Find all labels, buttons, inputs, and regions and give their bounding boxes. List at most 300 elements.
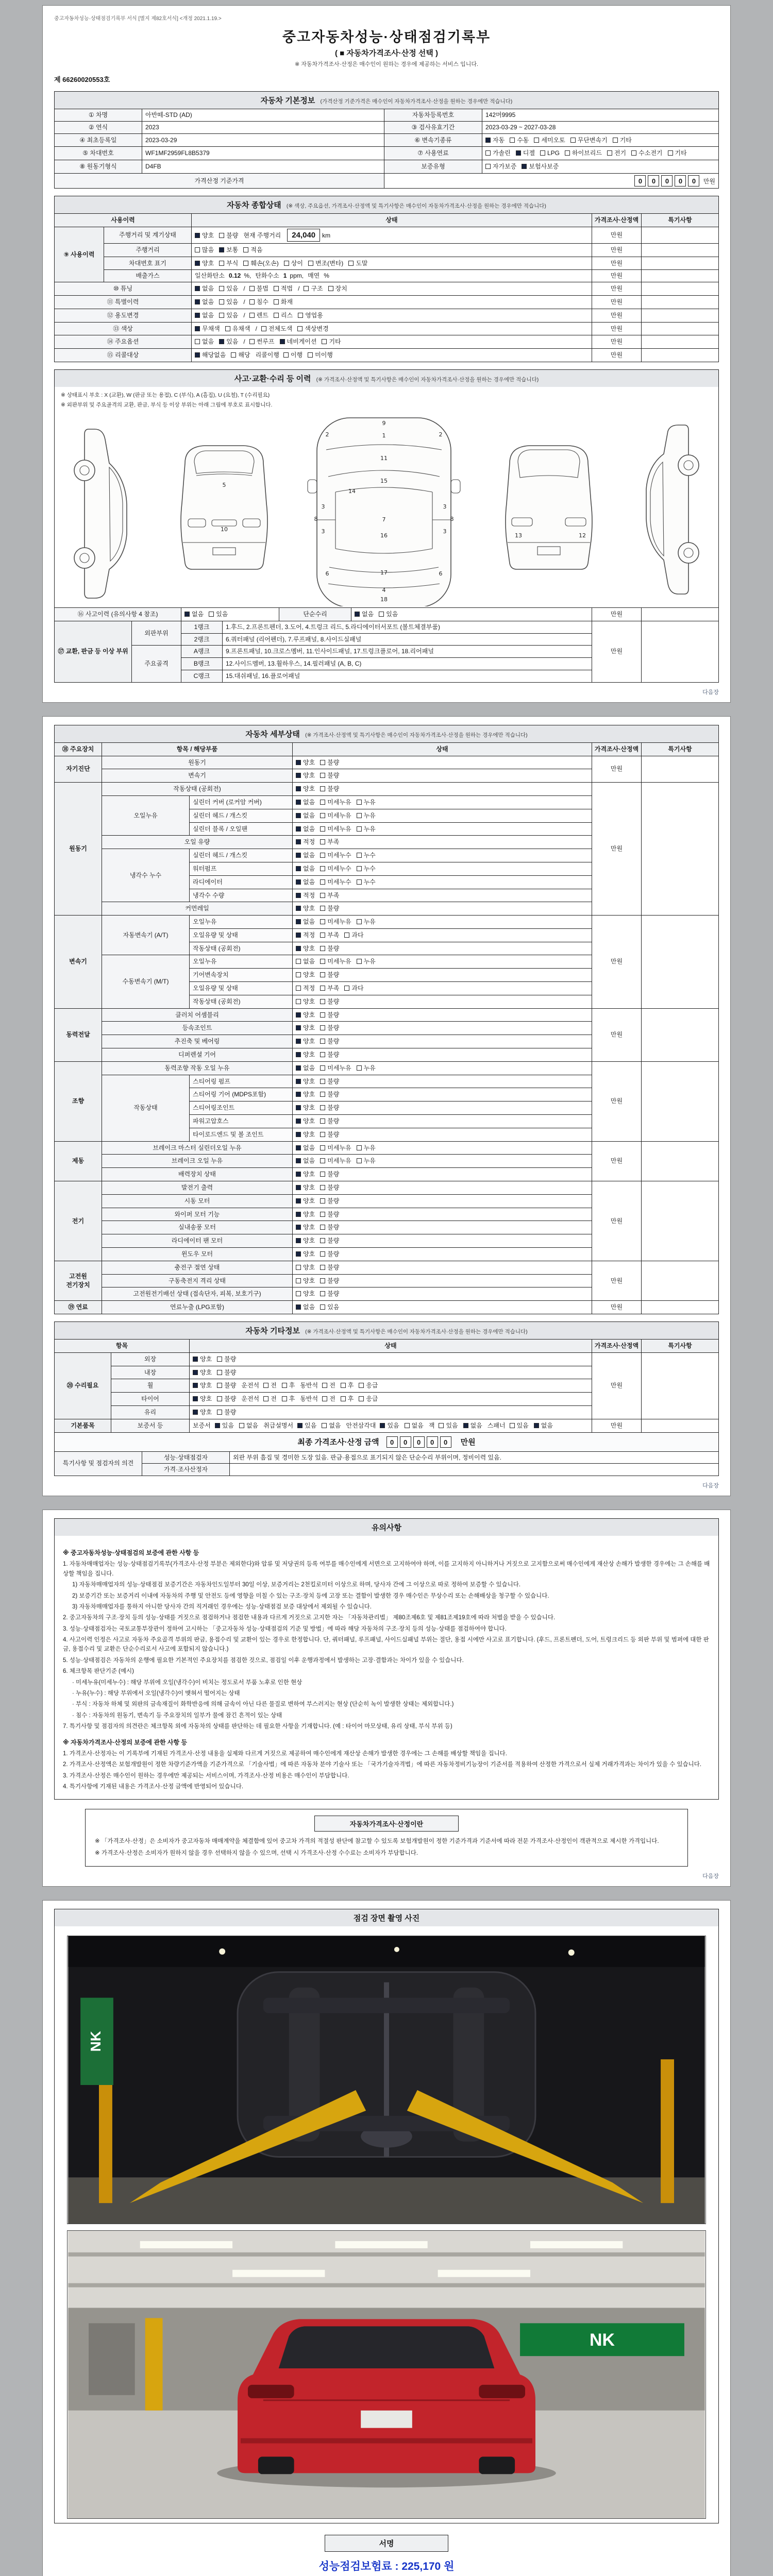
checkbox[interactable] bbox=[219, 261, 224, 266]
checkbox[interactable] bbox=[320, 813, 325, 818]
checkbox[interactable] bbox=[320, 1158, 325, 1163]
checkbox[interactable] bbox=[296, 1172, 301, 1177]
checkbox[interactable] bbox=[297, 326, 303, 331]
inspection-photo-rear bbox=[67, 2230, 706, 2519]
checkbox[interactable] bbox=[284, 261, 289, 266]
diagram-number: 15 bbox=[380, 477, 388, 484]
option-label: 세미오토 bbox=[541, 136, 565, 144]
checkbox[interactable] bbox=[320, 786, 325, 791]
checkbox[interactable] bbox=[485, 164, 491, 169]
option-렌트 bbox=[249, 311, 268, 320]
checkbox[interactable] bbox=[344, 933, 349, 938]
checkbox[interactable] bbox=[320, 1212, 325, 1217]
state-cell bbox=[190, 1405, 592, 1419]
checkbox[interactable] bbox=[296, 1065, 301, 1071]
price-cell: 만원 bbox=[592, 1061, 642, 1141]
checkbox[interactable] bbox=[298, 313, 303, 318]
checkbox[interactable] bbox=[320, 1291, 325, 1296]
checkbox[interactable] bbox=[320, 1185, 325, 1190]
checkbox[interactable] bbox=[296, 866, 301, 871]
option-불량 bbox=[320, 1117, 339, 1126]
checkbox[interactable] bbox=[296, 906, 301, 911]
checkbox[interactable] bbox=[320, 933, 325, 938]
summary-head-price: 가격조사·산정액 bbox=[592, 213, 642, 227]
checkbox[interactable] bbox=[485, 138, 491, 143]
checkbox[interactable] bbox=[296, 1025, 301, 1030]
checkbox[interactable] bbox=[296, 1145, 301, 1150]
checkbox[interactable] bbox=[195, 313, 200, 318]
sub-part-label: 오일유량 및 상태 bbox=[190, 982, 293, 995]
text: 보증서 bbox=[193, 1421, 211, 1429]
option-없음 bbox=[195, 284, 214, 293]
checkbox[interactable] bbox=[320, 773, 325, 778]
checkbox[interactable] bbox=[193, 1357, 198, 1362]
checkbox[interactable] bbox=[249, 299, 255, 304]
checkbox[interactable] bbox=[296, 893, 301, 898]
option-구조 bbox=[304, 284, 323, 293]
checkbox[interactable] bbox=[320, 999, 325, 1004]
value-engine-type: D4FB bbox=[142, 160, 384, 174]
checkbox[interactable] bbox=[249, 286, 255, 291]
checkbox[interactable] bbox=[296, 933, 301, 938]
checkbox[interactable] bbox=[296, 959, 301, 964]
checkbox[interactable] bbox=[219, 339, 224, 344]
table-row bbox=[55, 1419, 719, 1432]
item-label: 연료누출 (LPG포함) bbox=[102, 1301, 293, 1314]
checkbox[interactable] bbox=[540, 150, 545, 156]
option-label: 양호 bbox=[303, 905, 315, 912]
checkbox[interactable] bbox=[320, 1092, 325, 1097]
note-cell bbox=[642, 349, 719, 362]
final-price-label: 최종 가격조사·산정 금액 bbox=[297, 1438, 379, 1447]
option-불량 bbox=[320, 1236, 339, 1245]
item-label: 냉각수 누수 bbox=[102, 849, 190, 902]
checkbox[interactable] bbox=[296, 1039, 301, 1044]
checkbox[interactable] bbox=[357, 813, 362, 818]
checkbox[interactable] bbox=[296, 1118, 301, 1124]
checkbox[interactable] bbox=[357, 853, 362, 858]
checkbox[interactable] bbox=[263, 1383, 268, 1388]
checkbox[interactable] bbox=[357, 1145, 362, 1150]
checkbox[interactable] bbox=[357, 959, 362, 964]
checkbox[interactable] bbox=[296, 760, 301, 765]
notice-paragraph: 3. 가격조사·산정은 매수인이 원하는 경우에만 제공되는 서비스이며, 가격조사·산정 비용은 매수인이 부담합니다. bbox=[63, 1772, 349, 1779]
option-자동 bbox=[485, 136, 505, 145]
device-group-label: 고전원 전기장치 bbox=[55, 1261, 102, 1300]
checkbox[interactable] bbox=[296, 1185, 301, 1190]
checkbox[interactable] bbox=[296, 1212, 301, 1217]
option-적법 bbox=[274, 284, 293, 293]
checkbox[interactable] bbox=[193, 1396, 198, 1401]
checkbox[interactable] bbox=[522, 164, 527, 169]
checkbox[interactable] bbox=[380, 1423, 385, 1428]
checkbox[interactable] bbox=[296, 1291, 301, 1296]
checkbox[interactable] bbox=[320, 959, 325, 964]
checkbox[interactable] bbox=[320, 1265, 325, 1270]
checkbox[interactable] bbox=[320, 760, 325, 765]
checkbox[interactable] bbox=[320, 1079, 325, 1084]
checkbox[interactable] bbox=[308, 352, 313, 358]
checkbox[interactable] bbox=[320, 800, 325, 805]
option-label: 불량 bbox=[327, 1184, 340, 1192]
table-row bbox=[55, 257, 719, 270]
device-group-label: 변속기 bbox=[55, 916, 102, 1009]
checkbox[interactable] bbox=[359, 1383, 364, 1388]
checkbox[interactable] bbox=[565, 150, 570, 156]
option-응급 bbox=[359, 1381, 378, 1390]
checkbox[interactable] bbox=[296, 1238, 301, 1243]
checkbox[interactable] bbox=[320, 986, 325, 991]
base-price-cell bbox=[384, 173, 719, 188]
checkbox[interactable] bbox=[296, 800, 301, 805]
checkbox[interactable] bbox=[296, 773, 301, 778]
status-code-legend-2: ※ 외판부위 및 주요골격의 교환, 판금, 부식 등 이상 부위는 아래 그림에 부호로 표시합니다. bbox=[61, 401, 273, 408]
checkbox[interactable] bbox=[296, 1225, 301, 1230]
checkbox[interactable] bbox=[195, 352, 200, 358]
checkbox[interactable] bbox=[322, 339, 327, 344]
checkbox[interactable] bbox=[249, 339, 255, 344]
checkbox[interactable] bbox=[320, 1238, 325, 1243]
checkbox[interactable] bbox=[296, 879, 301, 885]
checkbox[interactable] bbox=[320, 1132, 325, 1137]
checkbox[interactable] bbox=[304, 286, 309, 291]
diagram-number: 3 bbox=[321, 503, 325, 510]
option-전 bbox=[263, 1395, 277, 1403]
checkbox[interactable] bbox=[607, 150, 612, 156]
row-label: ⑩ 튜닝 bbox=[55, 282, 192, 296]
checkbox[interactable] bbox=[320, 1145, 325, 1150]
checkbox[interactable] bbox=[439, 1423, 444, 1428]
option-label: 불량 bbox=[327, 1077, 340, 1085]
section-misc-title: 자동차 기타정보 bbox=[245, 1327, 300, 1335]
checkbox[interactable] bbox=[217, 1370, 222, 1375]
checkbox[interactable] bbox=[510, 138, 515, 143]
checkbox[interactable] bbox=[209, 612, 214, 617]
checkbox[interactable] bbox=[193, 1370, 198, 1375]
option-label: 색상변경 bbox=[305, 325, 329, 332]
checkbox[interactable] bbox=[219, 286, 224, 291]
checkbox[interactable] bbox=[195, 326, 200, 331]
state-cell bbox=[293, 1088, 592, 1101]
checkbox[interactable] bbox=[320, 919, 325, 924]
option-label: 불량 bbox=[327, 785, 340, 793]
checkbox[interactable] bbox=[320, 1025, 325, 1030]
diagram-number: 12 bbox=[579, 532, 586, 539]
checkbox[interactable] bbox=[357, 826, 362, 832]
price-cell: 만원 bbox=[592, 1261, 642, 1300]
checkbox[interactable] bbox=[320, 826, 325, 832]
option-있음 bbox=[219, 284, 238, 293]
row-label: 주행거리 및 계기상태 bbox=[104, 227, 192, 243]
text: 탄화수소 bbox=[255, 272, 279, 280]
label-accident-history: ⑯ 사고이력 (유의사항 4 참조) bbox=[55, 607, 181, 621]
option-label: 불량 bbox=[327, 1290, 340, 1298]
option-label: 없음 bbox=[411, 1421, 424, 1429]
checkbox[interactable] bbox=[359, 1396, 364, 1401]
checkbox[interactable] bbox=[357, 866, 362, 871]
item-label: 시동 모터 bbox=[102, 1194, 293, 1208]
checkbox[interactable] bbox=[308, 261, 313, 266]
checkbox[interactable] bbox=[219, 247, 224, 252]
checkbox[interactable] bbox=[320, 1065, 325, 1071]
checkbox[interactable] bbox=[219, 233, 224, 238]
checkbox[interactable] bbox=[296, 786, 301, 791]
option-불량 bbox=[320, 1130, 339, 1139]
checkbox[interactable] bbox=[341, 1396, 346, 1401]
checkbox[interactable] bbox=[195, 286, 200, 291]
section-detail-note: (※ 가격조사·산정액 및 특기사항은 매수인이 자동차가격조사·산정을 원하는 경우에만 적습니다) bbox=[305, 732, 528, 738]
checkbox[interactable] bbox=[215, 1423, 220, 1428]
value-inspection-period: 2023-03-29 ~ 2027-03-28 bbox=[482, 121, 719, 133]
option-label: 적음 bbox=[250, 246, 263, 253]
state-cell bbox=[293, 1301, 592, 1314]
checkbox[interactable] bbox=[296, 1304, 301, 1310]
checkbox[interactable] bbox=[320, 946, 325, 951]
checkbox[interactable] bbox=[296, 1198, 301, 1204]
option-label: 장치 bbox=[335, 285, 347, 293]
checkbox[interactable] bbox=[274, 286, 279, 291]
checkbox[interactable] bbox=[320, 1278, 325, 1283]
checkbox[interactable] bbox=[322, 1396, 327, 1401]
option-label: 양호 bbox=[303, 1277, 315, 1284]
checkbox[interactable] bbox=[516, 150, 521, 156]
checkbox[interactable] bbox=[510, 1423, 515, 1428]
checkbox[interactable] bbox=[320, 866, 325, 871]
next-page-link[interactable]: 다음장 bbox=[702, 689, 719, 696]
checkbox[interactable] bbox=[296, 1012, 301, 1018]
checkbox[interactable] bbox=[320, 893, 325, 898]
next-page-link[interactable]: 다음장 bbox=[702, 1873, 719, 1880]
option-label: 보통 bbox=[226, 246, 239, 253]
label-simple-repair: 단순수리 bbox=[279, 607, 351, 621]
checkbox[interactable] bbox=[534, 1423, 539, 1428]
label-year: ② 연식 bbox=[55, 121, 142, 133]
checkbox[interactable] bbox=[322, 1383, 327, 1388]
checkbox[interactable] bbox=[320, 1039, 325, 1044]
option-가솔린 bbox=[485, 149, 511, 158]
checkbox[interactable] bbox=[341, 1383, 346, 1388]
checkbox[interactable] bbox=[217, 1357, 222, 1362]
option-불량 bbox=[320, 1024, 339, 1032]
option-label: 양호 bbox=[303, 1250, 315, 1258]
inspector-opinion-text: 외판 부위 흠집 및 경미한 도장 있음. 판금·용접으로 표기되지 않은 단순수리 부위이며, 정비이력 있음. bbox=[230, 1451, 719, 1464]
checkbox[interactable] bbox=[320, 1052, 325, 1057]
checkbox[interactable] bbox=[296, 1265, 301, 1270]
checkbox[interactable] bbox=[219, 313, 224, 318]
text: %, bbox=[244, 272, 251, 280]
checkbox[interactable] bbox=[534, 138, 539, 143]
label-reg-no: 자동차등록번호 bbox=[384, 109, 482, 122]
option-없음 bbox=[296, 957, 315, 966]
table-row bbox=[55, 121, 719, 133]
checkbox[interactable] bbox=[296, 999, 301, 1004]
checkbox[interactable] bbox=[296, 1105, 301, 1110]
checkbox[interactable] bbox=[296, 853, 301, 858]
checkbox[interactable] bbox=[195, 233, 200, 238]
checkbox[interactable] bbox=[184, 612, 190, 617]
checkbox[interactable] bbox=[344, 986, 349, 991]
next-page-link[interactable]: 다음장 bbox=[702, 1483, 719, 1489]
checkbox[interactable] bbox=[320, 1118, 325, 1124]
checkbox[interactable] bbox=[485, 150, 491, 156]
checkbox[interactable] bbox=[296, 1079, 301, 1084]
checkbox[interactable] bbox=[668, 150, 673, 156]
option-label: 양호 bbox=[303, 1184, 315, 1192]
option-label: 없음 bbox=[192, 610, 204, 618]
note-cell bbox=[642, 282, 719, 296]
checkbox[interactable] bbox=[405, 1423, 410, 1428]
row-label: 주행거리 bbox=[104, 243, 192, 257]
state-cell bbox=[293, 995, 592, 1008]
option-label: 있음 bbox=[305, 1421, 317, 1429]
option-label: 없음 bbox=[303, 852, 315, 859]
group-label: ⑨ 사용이력 bbox=[55, 227, 104, 282]
final-price-unit: 만원 bbox=[460, 1438, 476, 1447]
sub-part-label: 냉각수 수량 bbox=[190, 889, 293, 902]
checkbox[interactable] bbox=[296, 826, 301, 832]
option-적정 bbox=[296, 984, 315, 993]
option-label: 미세누유 bbox=[327, 1064, 351, 1072]
section-notice-header bbox=[54, 1518, 719, 1536]
checkbox[interactable] bbox=[296, 1092, 301, 1097]
option-label: 양호 bbox=[303, 758, 315, 766]
option-없음 bbox=[322, 1421, 341, 1430]
price-appraisal-box-title: 자동차가격조사·산정이란 bbox=[314, 1816, 459, 1832]
state-cell bbox=[293, 1048, 592, 1062]
option-미세누유 bbox=[320, 957, 351, 966]
checkbox[interactable] bbox=[570, 138, 576, 143]
checkbox[interactable] bbox=[217, 1383, 222, 1388]
checkbox[interactable] bbox=[225, 326, 230, 331]
checkbox[interactable] bbox=[274, 299, 279, 304]
checkbox[interactable] bbox=[193, 1383, 198, 1388]
checkbox[interactable] bbox=[296, 813, 301, 818]
checkbox[interactable] bbox=[322, 1423, 327, 1428]
checkbox[interactable] bbox=[320, 906, 325, 911]
car-damage-diagram bbox=[67, 411, 706, 606]
notice-paragraph: 1. 가격조사·산정자는 이 기록부에 기재된 가격조사·산정 내용을 실제와 다르게 거짓으로 제공하여 매수인에게 재산상 손해가 발생한 경우에는 그 손해를 배상할 책임을 집니다. bbox=[63, 1750, 507, 1757]
checkbox[interactable] bbox=[280, 339, 285, 344]
car-front-view bbox=[181, 446, 267, 569]
table-row bbox=[55, 173, 719, 188]
checkbox[interactable] bbox=[320, 1225, 325, 1230]
checkbox[interactable] bbox=[328, 286, 333, 291]
item-label: 외장 bbox=[111, 1352, 190, 1366]
notice-section-title: ※ 중고자동차성능·상태점검의 보증에 관한 사항 등 bbox=[63, 1549, 199, 1557]
checkbox[interactable] bbox=[320, 879, 325, 885]
option-미세누유 bbox=[320, 825, 351, 834]
basic-info-table bbox=[54, 109, 719, 189]
checkbox[interactable] bbox=[282, 1396, 287, 1401]
checkbox[interactable] bbox=[296, 1052, 301, 1057]
sheet-2 bbox=[42, 716, 731, 1496]
option-label: 양호 bbox=[303, 1263, 315, 1271]
checkbox[interactable] bbox=[283, 352, 289, 358]
option-label: 없음 bbox=[202, 298, 214, 306]
checkbox[interactable] bbox=[463, 1423, 468, 1428]
option-불량 bbox=[219, 231, 238, 240]
option-label: 없음 bbox=[303, 1064, 315, 1072]
detail-state-table bbox=[54, 742, 719, 1314]
checkbox[interactable] bbox=[296, 1132, 301, 1137]
checkbox[interactable] bbox=[243, 247, 248, 252]
checkbox[interactable] bbox=[357, 919, 362, 924]
section-accident-note: (※ 가격조사·산정액 및 특기사항은 매수인이 자동차가격조사·산정을 원하는 경우에만 적습니다) bbox=[316, 376, 539, 383]
option-label: 양호 bbox=[303, 1011, 315, 1019]
checkbox[interactable] bbox=[357, 800, 362, 805]
rank-label: 1랭크 bbox=[181, 621, 223, 633]
checkbox[interactable] bbox=[195, 339, 200, 344]
checkbox[interactable] bbox=[261, 326, 266, 331]
checkbox[interactable] bbox=[355, 612, 360, 617]
checkbox[interactable] bbox=[195, 261, 200, 266]
checkbox[interactable] bbox=[320, 1304, 325, 1310]
state-cell bbox=[293, 1075, 592, 1088]
checkbox[interactable] bbox=[193, 1410, 198, 1415]
note-cell bbox=[642, 783, 719, 916]
checkbox[interactable] bbox=[195, 247, 200, 252]
option-미이행 bbox=[308, 351, 333, 360]
checkbox[interactable] bbox=[296, 919, 301, 924]
option-양호 bbox=[296, 1236, 315, 1245]
checkbox[interactable] bbox=[297, 1423, 303, 1428]
text: % bbox=[324, 272, 329, 280]
checkbox[interactable] bbox=[320, 1198, 325, 1204]
checkbox[interactable] bbox=[320, 1251, 325, 1257]
checkbox[interactable] bbox=[357, 1065, 362, 1071]
diagram-number: 7 bbox=[382, 516, 386, 523]
checkbox[interactable] bbox=[296, 839, 301, 844]
checkbox[interactable] bbox=[282, 1383, 287, 1388]
option-label: 불량 bbox=[327, 1171, 340, 1178]
checkbox[interactable] bbox=[296, 972, 301, 977]
checkbox[interactable] bbox=[263, 1396, 268, 1401]
checkbox[interactable] bbox=[348, 261, 354, 266]
checkbox[interactable] bbox=[320, 1012, 325, 1018]
checkbox[interactable] bbox=[296, 986, 301, 991]
checkbox[interactable] bbox=[631, 150, 636, 156]
checkbox[interactable] bbox=[296, 946, 301, 951]
checkbox[interactable] bbox=[296, 1158, 301, 1163]
section-photos-title: 점검 장면 촬영 사진 bbox=[353, 1914, 420, 1923]
checkbox[interactable] bbox=[357, 1158, 362, 1163]
note-cell bbox=[642, 916, 719, 1009]
checkbox[interactable] bbox=[274, 313, 279, 318]
checkbox[interactable] bbox=[320, 1105, 325, 1110]
fuel-options bbox=[482, 147, 719, 160]
checkbox[interactable] bbox=[195, 299, 200, 304]
checkbox[interactable] bbox=[217, 1410, 222, 1415]
checkbox[interactable] bbox=[357, 879, 362, 885]
checkbox[interactable] bbox=[379, 612, 384, 617]
checkbox[interactable] bbox=[243, 261, 248, 266]
option-label: 없음 bbox=[303, 825, 315, 833]
checkbox[interactable] bbox=[231, 352, 236, 358]
checkbox[interactable] bbox=[613, 138, 618, 143]
checkbox[interactable] bbox=[249, 313, 255, 318]
checkbox[interactable] bbox=[320, 839, 325, 844]
option-label: 있음 bbox=[386, 610, 398, 618]
checkbox[interactable] bbox=[296, 1251, 301, 1257]
rank-items: 12.사이드멤버, 13.휠하우스, 14.필러패널 (A, B, C) bbox=[223, 658, 592, 670]
checkbox[interactable] bbox=[219, 299, 224, 304]
checkbox[interactable] bbox=[320, 853, 325, 858]
checkbox[interactable] bbox=[320, 1172, 325, 1177]
checkbox[interactable] bbox=[296, 1278, 301, 1283]
checkbox[interactable] bbox=[239, 1423, 244, 1428]
checkbox[interactable] bbox=[217, 1396, 222, 1401]
checkbox[interactable] bbox=[320, 972, 325, 977]
